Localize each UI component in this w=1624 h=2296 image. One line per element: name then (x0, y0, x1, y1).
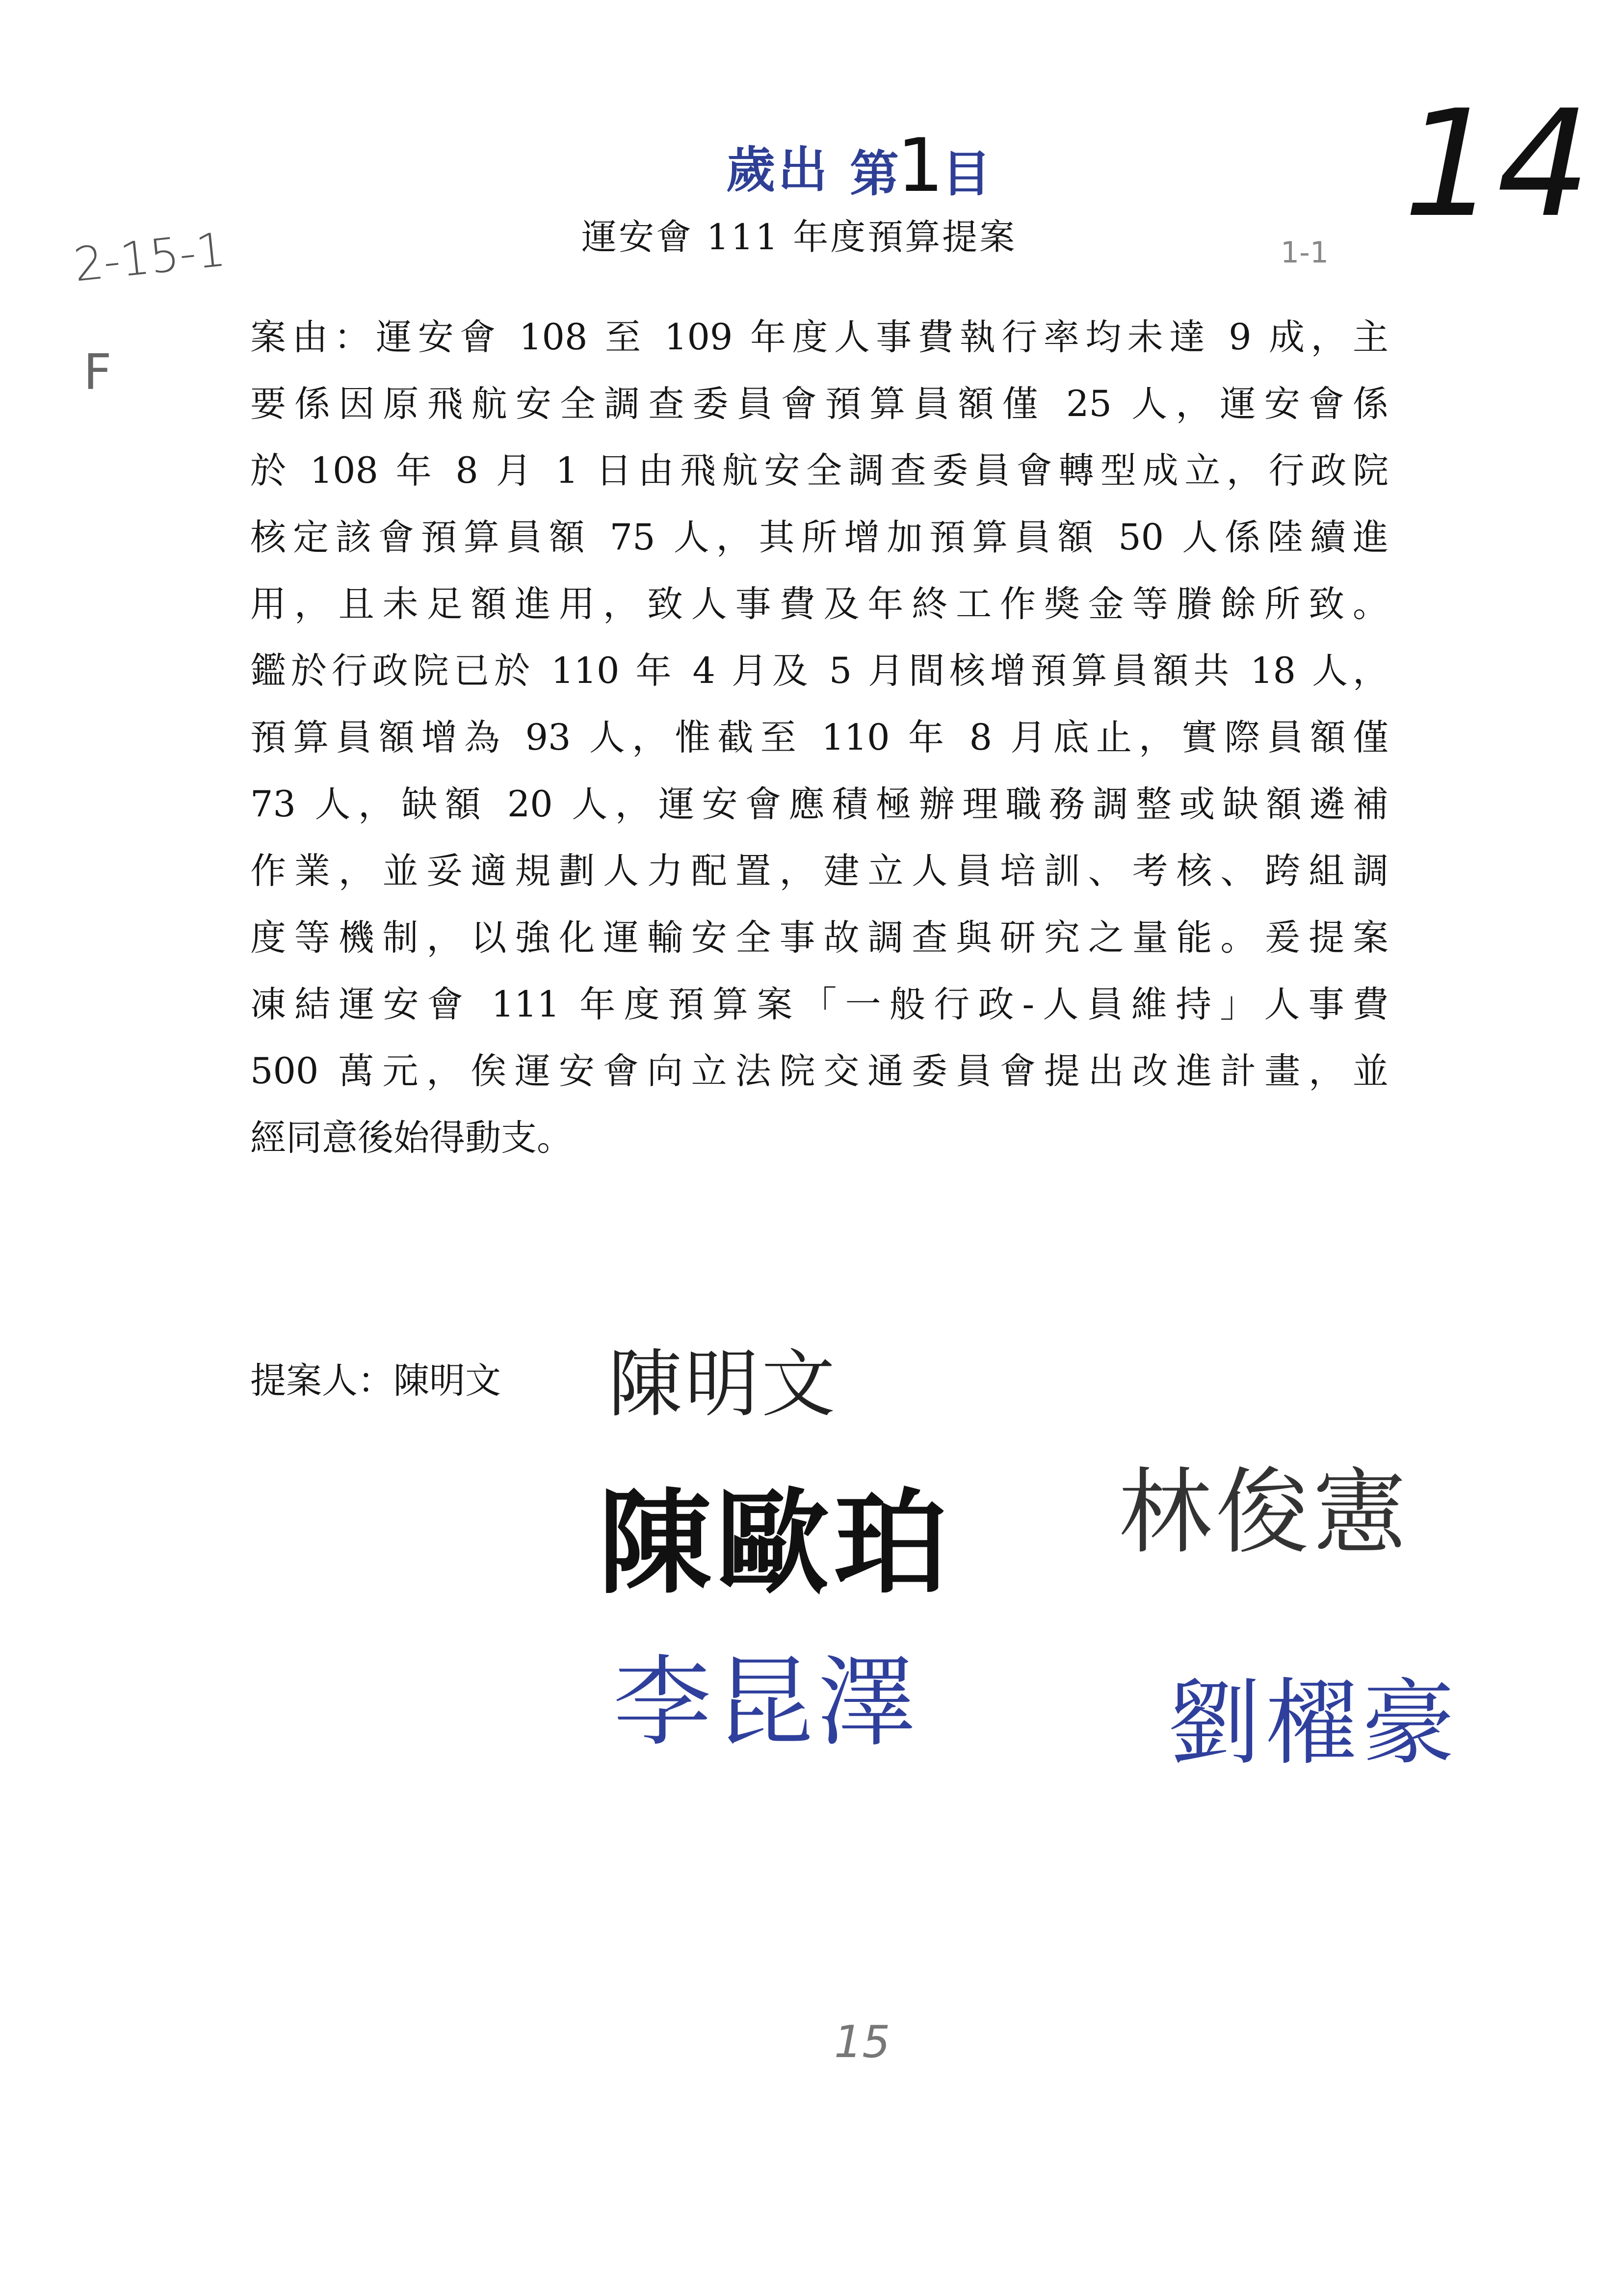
handwritten-page-number: 14 (1403, 78, 1591, 250)
proposal-body (250, 304, 1388, 1172)
body-line: 度等機制，以強化運輸安全事故調查與研究之量能。爰提案 (250, 917, 1388, 959)
signature-cosigner: 林俊憲 (1119, 1458, 1411, 1566)
signature-cosigner: 劉櫂豪 (1168, 1669, 1460, 1777)
stamp-item-prefix: 第 (850, 145, 902, 203)
body-line: 鑑於行政院已於 110 年 4 月及 5 月間核增預算員額共 18 人， (250, 650, 1388, 692)
body-line: 凍結運安會 111 年度預算案「一般行政-人員維持」人事費 (250, 984, 1388, 1025)
stamp-expenditure-label: 歲出 (726, 141, 830, 199)
handwritten-margin-mark: 1-1 (1281, 235, 1329, 270)
body-line: 於 108 年 8 月 1 日由飛航安全調查委員會轉型成立，行政院 (250, 450, 1388, 492)
document-title: 運安會 111 年度預算提案 (581, 216, 1017, 258)
stamp-item-label (850, 123, 994, 209)
body-line: 要係因原飛航安全調查委員會預算員額僅 25 人，運安會係 (250, 383, 1388, 425)
body-line: 73 人，缺額 20 人，運安會應積極辦理職務調整或缺額遴補 (250, 783, 1388, 825)
body-line: 用，且未足額進用，致人事費及年終工作獎金等賸餘所致。 (250, 583, 1388, 625)
budget-category-stamp (726, 123, 994, 209)
signature-proposer: 陳明文 (608, 1342, 838, 1427)
body-line: 500 萬元，俟運安會向立法院交通委員會提出改進計畫，並 (250, 1050, 1388, 1092)
handwritten-margin-code: 2-15-1 (71, 223, 229, 292)
signature-cosigner: 陳歐珀 (599, 1478, 952, 1609)
handwritten-margin-letter: F (83, 343, 112, 401)
body-line: 作業，並妥適規劃人力配置，建立人員培訓、考核、跨組調 (250, 850, 1388, 892)
signature-cosigner: 李昆澤 (613, 1645, 920, 1760)
body-line: 案由：運安會 108 至 109 年度人事費執行率均未達 9 成，主 (250, 316, 1388, 358)
body-line: 經同意後始得動支。 (250, 1117, 573, 1159)
body-line: 預算員額增為 93 人，惟截至 110 年 8 月底止，實際員額僅 (250, 717, 1388, 758)
stamp-item-number: 1 (897, 123, 947, 209)
proposer-label: 提案人：陳明文 (250, 1360, 501, 1402)
handwritten-bottom-number: 15 (834, 2016, 891, 2068)
stamp-item-suffix: 目 (942, 145, 994, 203)
body-line: 核定該會預算員額 75 人，其所增加預算員額 50 人係陸續進 (250, 517, 1388, 558)
